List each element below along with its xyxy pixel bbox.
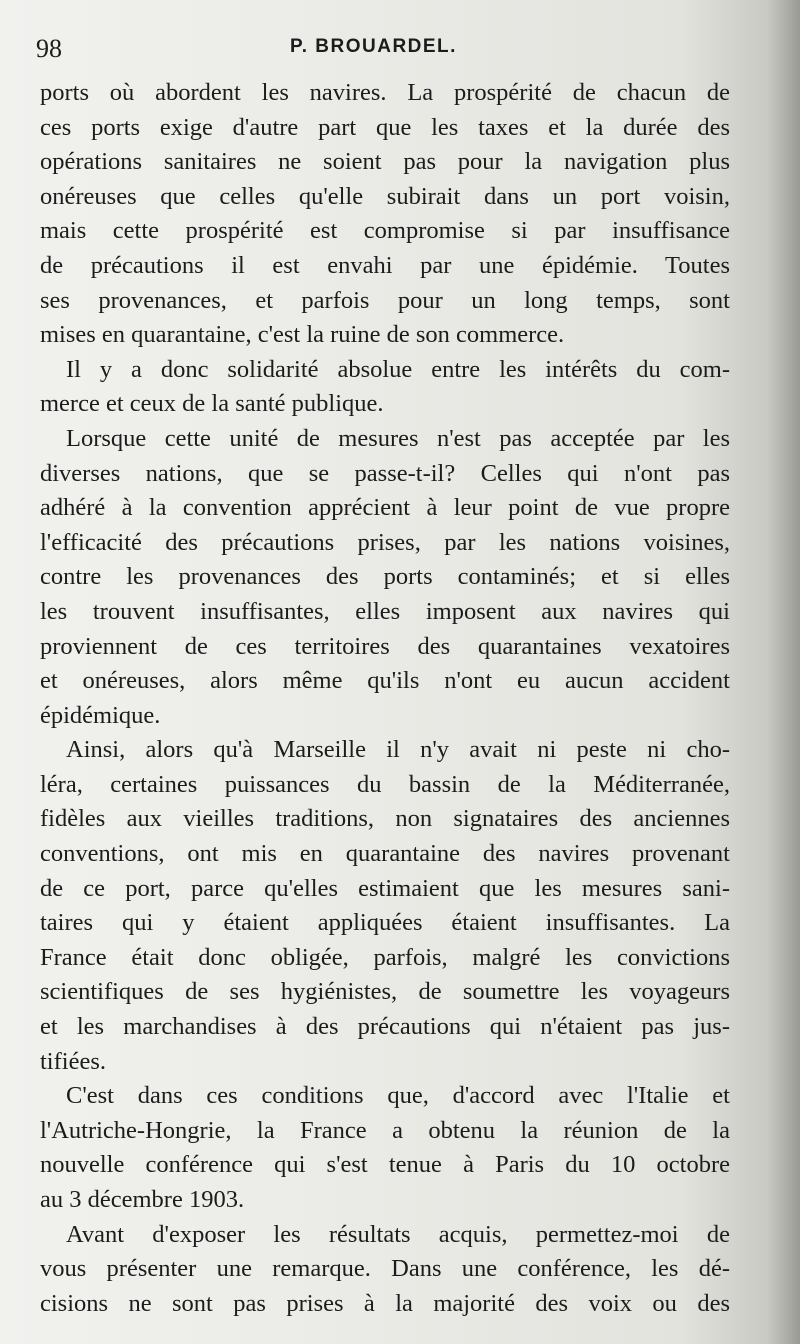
text-line: conventions, ont mis en quarantaine des navires provenant	[40, 840, 730, 868]
text-line: Avant d'exposer les résultats acquis, permettez-moi de	[66, 1220, 730, 1248]
text-line: merce et ceux de la santé publique.	[40, 390, 384, 418]
text-line: scientifiques de ses hygiénistes, de soumettre les voyageurs	[40, 978, 730, 1006]
text-line: mais cette prospérité est compromise si par insuffisance	[40, 217, 730, 245]
text-line: Lorsque cette unité de mesures n'est pas acceptée par les	[66, 424, 730, 452]
text-line: diverses nations, que se passe-t-il? Celles qui n'ont pas	[40, 459, 730, 487]
text-line: contre les provenances des ports contaminés; et si elles	[40, 563, 730, 591]
text-line: léra, certaines puissances du bassin de la Méditerranée,	[40, 770, 730, 798]
text-line: C'est dans ces conditions que, d'accord avec l'Italie et	[66, 1082, 730, 1110]
text-line: Il y a donc solidarité absolue entre les intérêts du com-	[66, 355, 730, 383]
running-head-author: P. BROUARDEL.	[290, 36, 457, 57]
text-line: et les marchandises à des précautions qui n'étaient pas jus-	[40, 1013, 730, 1041]
text-line: et onéreuses, alors même qu'ils n'ont eu aucun accident	[40, 667, 730, 695]
text-line: France était donc obligée, parfois, malgré les convictions	[40, 943, 730, 971]
text-line: nouvelle conférence qui s'est tenue à Paris du 10 octobre	[40, 1151, 730, 1179]
text-line: de ce port, parce qu'elles estimaient que les mesures sani-	[40, 874, 730, 902]
text-line: taires qui y étaient appliquées étaient insuffisantes. La	[40, 909, 730, 937]
text-line: au 3 décembre 1903.	[40, 1186, 245, 1213]
text-line: opérations sanitaires ne soient pas pour la navigation plus	[40, 148, 730, 176]
text-line: vous présenter une remarque. Dans une conférence, les dé-	[40, 1255, 730, 1283]
text-line: cisions ne sont pas prises à la majorité des voix ou des	[40, 1289, 730, 1317]
text-line: Ainsi, alors qu'à Marseille il n'y avait ni peste ni cho-	[66, 736, 730, 764]
text-line: mises en quarantaine, c'est la ruine de son commerce.	[40, 321, 565, 349]
text-line: l'Autriche-Hongrie, la France a obtenu la réunion de la	[40, 1116, 730, 1144]
text-line: les trouvent insuffisantes, elles imposent aux navires qui	[40, 597, 730, 625]
text-line: ces ports exige d'autre part que les taxes et la durée des	[40, 113, 730, 141]
text-line: fidèles aux vieilles traditions, non signataires des anciennes	[40, 805, 730, 833]
text-line: ports où abordent les navires. La prospérité de chacun de	[40, 79, 730, 106]
body-text	[40, 76, 730, 1321]
text-line: l'efficacité des précautions prises, par les nations voisines,	[40, 528, 730, 556]
text-line: ses provenances, et parfois pour un long temps, sont	[40, 286, 730, 314]
text-line: onéreuses que celles qu'elle subirait dans un port voisin,	[40, 182, 730, 210]
text-line: proviennent de ces territoires des quarantaines vexatoires	[40, 632, 730, 660]
text-line: de précautions il est envahi par une épidémie. Toutes	[40, 251, 730, 279]
text-line: adhéré à la convention apprécient à leur point de vue propre	[40, 494, 730, 522]
text-line: tifiées.	[40, 1047, 106, 1075]
text-line: épidémique.	[40, 701, 161, 729]
page-number: 98	[36, 34, 62, 63]
running-head	[36, 30, 736, 64]
